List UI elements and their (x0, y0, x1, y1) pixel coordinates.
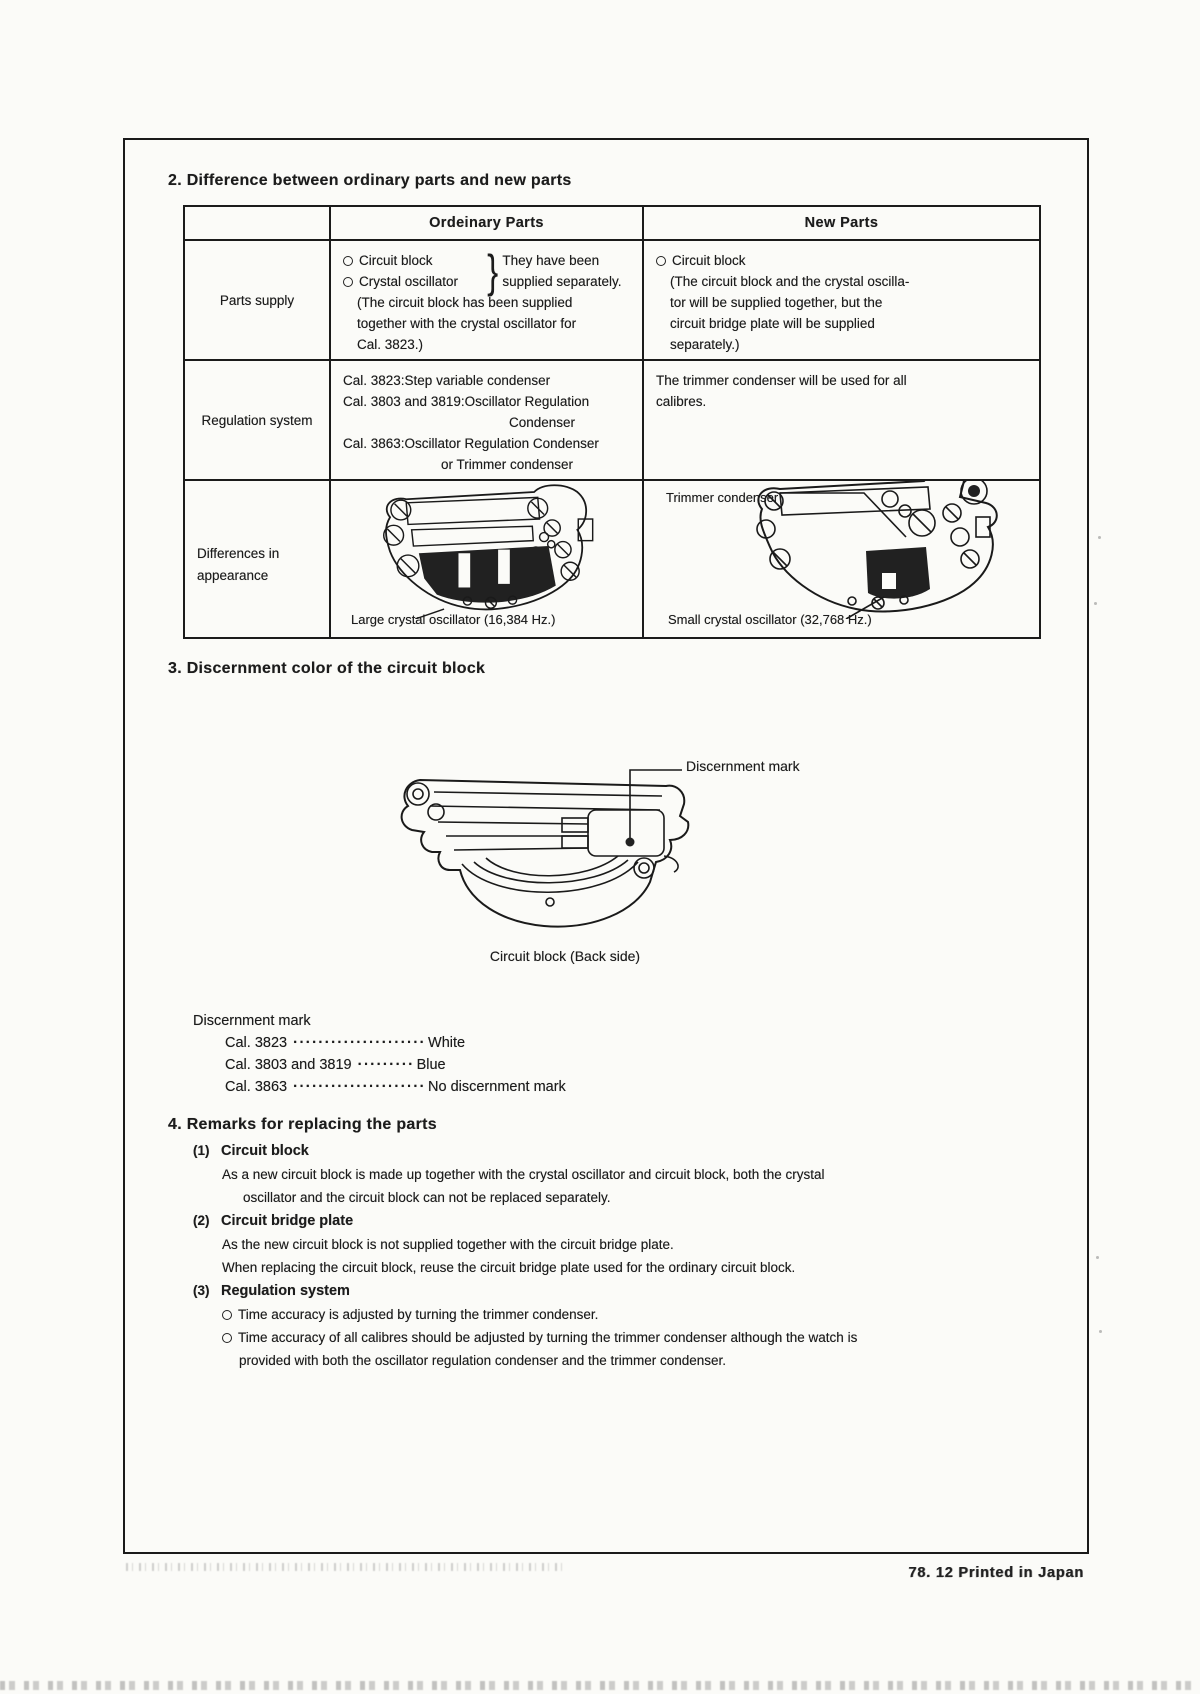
appearance-new-cell (642, 479, 1039, 637)
table-corner-cell (185, 207, 329, 239)
dot-leader: ····················· (293, 1035, 427, 1051)
cal-number: Cal. 3803 and 3819 (225, 1057, 352, 1073)
scan-noise (1096, 1256, 1099, 1259)
section-2-title: 2. Difference between ordinary parts and new parts (168, 172, 572, 189)
subsection-number: (1) (193, 1143, 210, 1158)
note-line: (The circuit block has been supplied (357, 295, 573, 310)
row-label-differences-appearance (185, 479, 329, 637)
bullet-text: Time accuracy is adjusted by turning the trimmer condenser. (238, 1307, 599, 1322)
item-text: Circuit block (672, 253, 746, 268)
bullet-line (193, 1326, 1073, 1349)
discernment-mark-dot (626, 838, 635, 847)
regulation-line: Cal. 3823:Step variable condenser (343, 373, 551, 388)
regulation-line: Condenser (509, 415, 576, 430)
subsection-heading (193, 1209, 1073, 1233)
bullet-line (193, 1303, 1073, 1326)
list-item (193, 1076, 566, 1098)
list-item (193, 1054, 566, 1076)
label-line: appearance (197, 568, 269, 583)
regulation-line: calibres. (656, 394, 707, 409)
scan-noise (1098, 536, 1101, 539)
crystal-oscillator-package (588, 810, 664, 856)
subsection-heading (193, 1139, 1073, 1163)
scan-noise (0, 1681, 1200, 1690)
list-item (343, 250, 489, 271)
subsection-title: Circuit block (221, 1143, 309, 1159)
cal-color-value: White (428, 1035, 466, 1051)
section-3-title: 3. Discernment color of the circuit block (168, 660, 486, 677)
small-crystal-oscillator-block (866, 547, 930, 599)
brace-icon: } (487, 245, 499, 297)
note-line: circuit bridge plate will be supplied (670, 316, 875, 331)
dot-leader: ····················· (293, 1079, 427, 1095)
appearance-ordinary-cell (329, 479, 642, 637)
new-movement-diagram (652, 481, 1032, 619)
circle-marker-icon (222, 1333, 232, 1343)
regulation-line: Cal. 3863:Oscillator Regulation Condenser (343, 436, 599, 451)
trimmer-condenser-label: Trimmer condenser (666, 490, 779, 505)
cal-number: Cal. 3823 (225, 1035, 288, 1051)
circle-marker-icon (656, 256, 666, 266)
regulation-line: Cal. 3803 and 3819:Oscillator Regulation (343, 394, 590, 409)
body-line: oscillator and the circuit block can not be replaced separately. (243, 1190, 611, 1205)
body-line: As the new circuit block is not supplied together with the circuit bridge plate. (222, 1237, 674, 1252)
scan-noise (1094, 602, 1097, 605)
subsection-title: Regulation system (221, 1283, 350, 1299)
regulation-new-cell (642, 359, 1039, 479)
cal-color-value: Blue (416, 1057, 446, 1073)
circuit-block-caption: Circuit block (Back side) (489, 948, 641, 964)
ordinary-diagram-caption: Large crystal oscillator (16,384 Hz.) (351, 612, 556, 627)
note-line: Cal. 3823.) (357, 337, 424, 352)
header-ordinary-parts: Ordeinary Parts (329, 207, 642, 239)
subsection-number: (2) (193, 1213, 210, 1228)
regulation-line: The trimmer condenser will be used for all (656, 373, 907, 388)
subsection-number: (3) (193, 1283, 210, 1298)
footer-print-info: 78. 12 Printed in Japan (908, 1565, 1084, 1581)
subsection-title: Circuit bridge plate (221, 1213, 354, 1229)
note-line: together with the crystal oscillator for (357, 316, 577, 331)
section-4-title: 4. Remarks for replacing the parts (168, 1116, 437, 1133)
parts-supply-new-cell (642, 239, 1039, 359)
cal-number: Cal. 3863 (225, 1079, 288, 1095)
circle-marker-icon (343, 256, 353, 266)
ordinary-movement-diagram (359, 483, 621, 619)
bullet-text: Time accuracy of all calibres should be adjusted by turning the trimmer condenser although the watch is (238, 1330, 858, 1345)
note-line: separately.) (670, 337, 740, 352)
subsection-heading (193, 1279, 1073, 1303)
note-line: tor will be supplied together, but the (670, 295, 883, 310)
discernment-mark-callout: Discernment mark (686, 758, 800, 774)
item-text: Circuit block (359, 253, 433, 268)
circle-marker-icon (343, 277, 353, 287)
regulation-line: or Trimmer condenser (441, 457, 574, 472)
circle-marker-icon (222, 1310, 232, 1320)
scan-noise (126, 1563, 566, 1571)
circuit-block-diagram (390, 752, 720, 962)
section-4-body (193, 1139, 1073, 1372)
bottom-shell-arcs (462, 856, 638, 892)
row-label-regulation-system: Regulation system (185, 359, 329, 479)
cal-color-value: No discernment mark (428, 1079, 566, 1095)
list-item (343, 271, 489, 292)
header-new-parts: New Parts (642, 207, 1039, 239)
body-line: When replacing the circuit block, reuse the circuit bridge plate used for the ordinary circuit block. (222, 1260, 796, 1275)
note-line: (The circuit block and the crystal oscilla- (670, 274, 910, 289)
body-line: provided with both the oscillator regulation condenser and the trimmer condenser. (239, 1353, 727, 1368)
brace-note: supplied separately. (502, 274, 622, 289)
trimmer-condenser-icon (909, 510, 935, 536)
scan-noise (1099, 1330, 1102, 1333)
body-line: As a new circuit block is made up together with the crystal oscillator and circuit block, both the crystal (222, 1167, 825, 1182)
discernment-list-title: Discernment mark (193, 1013, 311, 1029)
large-crystal-oscillator-block (419, 546, 556, 603)
comparison-table (183, 205, 1041, 639)
dot-leader: ········· (357, 1057, 415, 1073)
list-item (193, 1032, 566, 1054)
brace-note: They have been (502, 253, 600, 268)
new-diagram-caption: Small crystal oscillator (32,768 Hz.) (668, 612, 872, 627)
label-line: Differences in (197, 546, 280, 561)
list-item (656, 250, 1027, 271)
discernment-list (193, 1010, 566, 1098)
item-text: Crystal oscillator (359, 274, 459, 289)
regulation-ordinary-cell (329, 359, 642, 479)
row-label-parts-supply: Parts supply (185, 239, 329, 359)
supplied-separately-group (343, 245, 630, 297)
parts-supply-ordinary-cell (329, 239, 642, 359)
